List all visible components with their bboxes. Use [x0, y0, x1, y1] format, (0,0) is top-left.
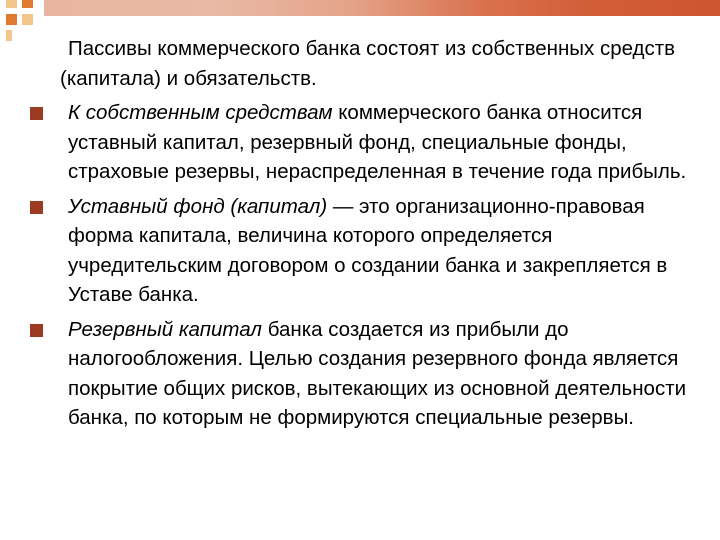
decor-square-3: [6, 14, 17, 25]
bullet-item-own-funds: [30, 98, 700, 187]
square-bullet-icon: [30, 324, 43, 337]
decor-square-4: [22, 14, 33, 25]
bullet-term: К собственным средствам: [68, 101, 333, 124]
decor-square-5: [6, 30, 12, 41]
bullet-text: — это организационно-правовая форма капитала, величина которого определяется учредительским договором о создании банка и закрепляется в Уставе банка.: [68, 194, 668, 306]
bullet-term: Резервный капитал: [68, 317, 262, 341]
decor-square-1: [6, 0, 17, 8]
bullet-item-charter-capital: [30, 192, 700, 310]
square-bullet-icon: [30, 201, 43, 214]
bullet-text: коммерческого банка относится уставный капитал, резервный фонд, специальные фонды, страховые резервы, нераспределенная в течение года прибыль.: [68, 101, 687, 183]
bullet-item-reserve-capital: [30, 315, 700, 433]
intro-paragraph: Пассивы коммерческого банка состоят из собственных средств (капитала) и обязательств.: [60, 37, 676, 90]
decor-square-2: [22, 0, 33, 8]
bullet-text: банка создается из прибыли до налогообложения. Целью создания резервного фонда является покрытие общих рисков, вытекающих из основной деятельности банка, по которым не формируются специальные резервы.: [68, 317, 687, 429]
bullet-term: Уставный фонд (капитал): [68, 194, 328, 218]
top-gradient-banner: [44, 0, 720, 16]
slide-body: [30, 34, 700, 438]
square-bullet-icon: [30, 107, 43, 120]
